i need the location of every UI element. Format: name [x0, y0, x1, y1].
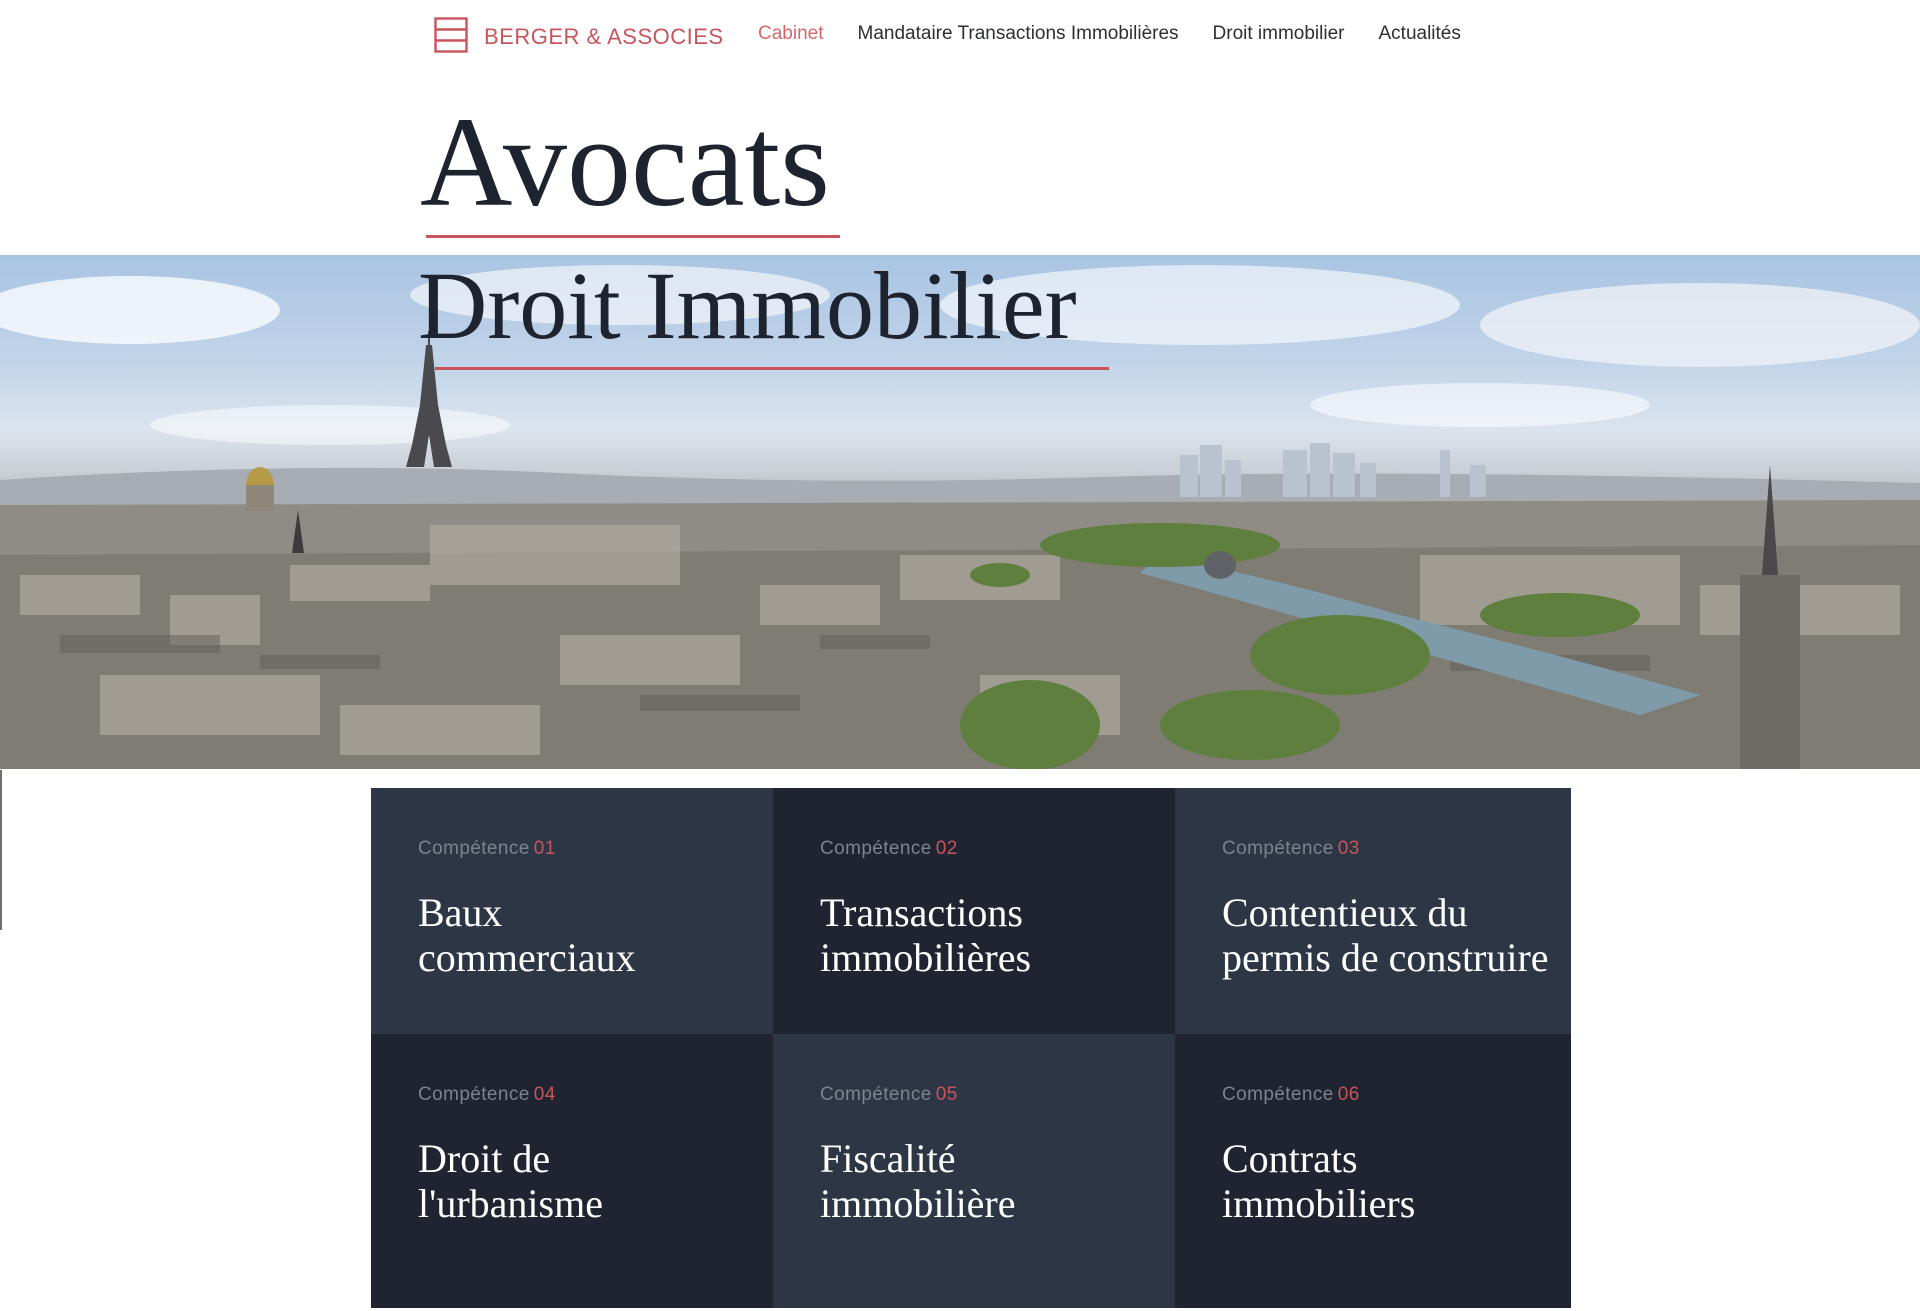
competence-card-02[interactable] [773, 788, 1175, 1034]
competence-title-line: permis de construire [1222, 935, 1549, 980]
competence-label: Compétence [418, 1084, 530, 1105]
competence-title-line: immobilière [820, 1181, 1016, 1226]
competence-title-line: Fiscalité [820, 1136, 956, 1181]
competence-number: 02 [935, 838, 958, 859]
competence-label: Compétence [820, 1084, 932, 1105]
title-underline [426, 235, 840, 238]
competence-title-line: l'urbanisme [418, 1181, 603, 1226]
brand-logo[interactable] [434, 17, 724, 53]
competence-card-06[interactable] [1175, 1034, 1571, 1308]
competence-title-line: Baux [418, 890, 503, 935]
nav-item-cabinet[interactable]: Cabinet [758, 23, 824, 44]
competence-title [418, 890, 773, 980]
competence-title [820, 1136, 1175, 1226]
competence-card-03[interactable] [1175, 788, 1571, 1034]
competence-title-line: Contrats [1222, 1136, 1358, 1181]
competence-title [1222, 1136, 1571, 1226]
competence-number: 05 [935, 1084, 958, 1105]
competence-card-04[interactable] [371, 1034, 773, 1308]
competence-title-line: Droit de [418, 1136, 551, 1181]
competence-kicker [1222, 838, 1571, 860]
site-header [0, 0, 1920, 72]
competence-kicker [1222, 1084, 1571, 1106]
competence-number: 04 [533, 1084, 556, 1105]
competence-card-05[interactable] [773, 1034, 1175, 1308]
grid-logo-icon [434, 17, 468, 53]
nav-item-droit-immobilier[interactable]: Droit immobilier [1212, 23, 1345, 44]
competence-title-line: immobilières [820, 935, 1032, 980]
competence-card-01[interactable] [371, 788, 773, 1034]
competences-grid [371, 788, 1571, 1308]
main-nav [758, 23, 1495, 45]
side-divider [0, 770, 2, 930]
competence-title-line: Transactions [820, 890, 1023, 935]
brand-name: BERGER & ASSOCIES [484, 24, 724, 49]
page-subtitle: Droit Immobilier [418, 252, 1077, 359]
competence-title-line: immobiliers [1222, 1181, 1416, 1226]
competence-label: Compétence [1222, 838, 1334, 859]
competence-kicker [820, 1084, 1175, 1106]
competence-title [820, 890, 1175, 980]
competence-label: Compétence [418, 838, 530, 859]
competence-number: 03 [1337, 838, 1360, 859]
competence-number: 06 [1337, 1084, 1360, 1105]
subtitle-underline [435, 367, 1109, 370]
competence-kicker [820, 838, 1175, 860]
competence-label: Compétence [1222, 1084, 1334, 1105]
competence-title-line: commerciaux [418, 935, 636, 980]
competence-label: Compétence [820, 838, 932, 859]
competence-title [418, 1136, 773, 1226]
nav-item-actualites[interactable]: Actualités [1378, 23, 1461, 44]
page-title: Avocats [420, 91, 830, 233]
competence-title [1222, 890, 1571, 980]
competence-kicker [418, 1084, 773, 1106]
nav-item-mandataire[interactable]: Mandataire Transactions Immobilières [857, 23, 1179, 44]
competence-title-line: Contentieux du [1222, 890, 1468, 935]
competence-number: 01 [533, 838, 556, 859]
competence-kicker [418, 838, 773, 860]
